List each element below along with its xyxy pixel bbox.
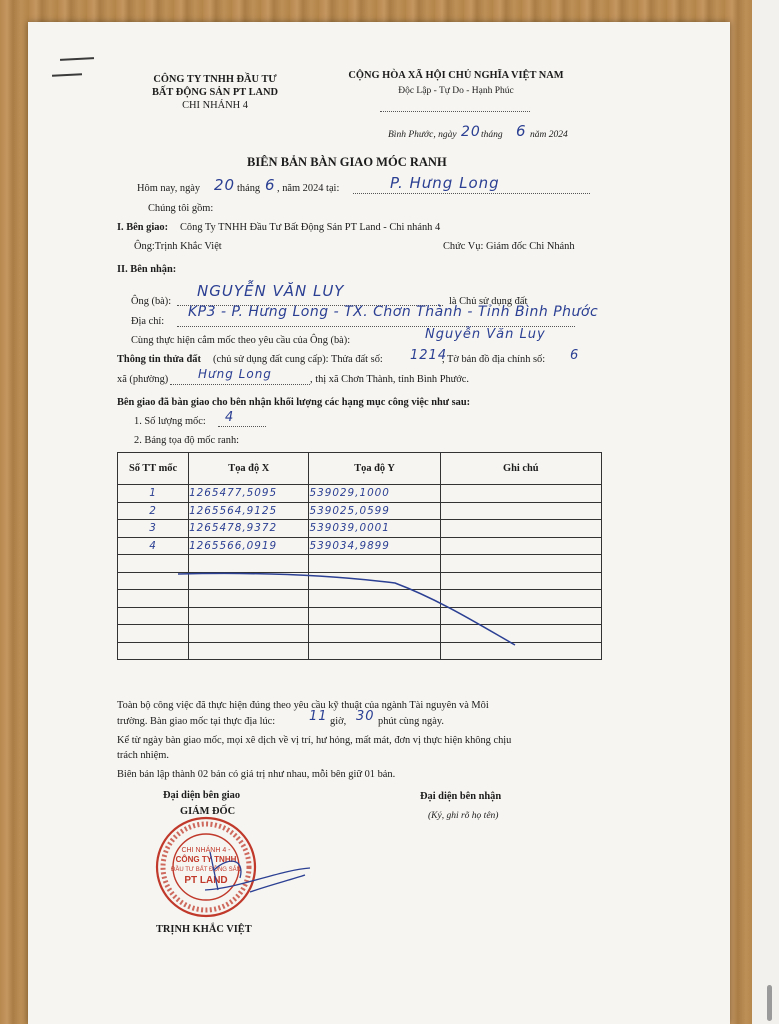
- giver-sign-name: TRỊNH KHẮC VIỆT: [156, 924, 252, 935]
- intro-month: 6: [265, 176, 276, 194]
- giver-label: I. Bên giao:: [117, 222, 169, 233]
- receiver-name: NGUYỄN VĂN LUY: [197, 282, 345, 300]
- giver-person: Ông:Trịnh Khắc Việt: [134, 241, 222, 252]
- row-stt: 2: [118, 502, 189, 520]
- giver-signature: [170, 830, 330, 920]
- company-branch: CHI NHÁNH 4: [182, 100, 248, 111]
- giver-sign-title: Đại diện bên giao: [163, 790, 241, 801]
- header-y: Tọa độ Y: [309, 453, 440, 485]
- stamp-line3: ĐẦU TƯ BẤT ĐỘNG SẢN: [171, 867, 241, 873]
- intro-month-label: tháng: [237, 183, 261, 194]
- giver-company: Công Ty TNHH Đầu Tư Bất Động Sản PT Land - Chi nhánh 4: [180, 222, 441, 233]
- receiver-name-label: Ông (bà):: [131, 296, 172, 307]
- row-stt: 3: [118, 520, 189, 538]
- parcel-info-note: (chủ sử dụng đất cung cấp): Thửa đất số:: [213, 354, 383, 365]
- date-month: 6: [516, 122, 527, 140]
- handover-table-label: 2. Bảng tọa độ mốc ranh:: [134, 435, 240, 446]
- stamp-line1: CHI NHÁNH 4 -: [181, 847, 231, 854]
- receiver-sign-note: (Ký, ghi rõ họ tên): [428, 811, 499, 821]
- handover-count: 4: [225, 410, 235, 425]
- closing-p2-line1: Kể từ ngày bàn giao mốc, mọi xê dịch về vị trí, hư hỏng, mất mát, đơn vị thực hiện không chịu: [117, 735, 512, 746]
- date-year: năm 2024: [530, 130, 568, 140]
- receiver-together-label: Cùng thực hiện cắm mốc theo yêu cầu của Ông (bà):: [131, 335, 351, 346]
- handover-count-label: 1. Số lượng mốc:: [134, 416, 206, 427]
- row-stt: 1: [118, 485, 189, 503]
- nation-motto: Độc Lập - Tự Do - Hạnh Phúc: [398, 86, 514, 96]
- handover-heading: Bên giao đã bàn giao cho bên nhận khối lượng các hạng mục công việc như sau:: [117, 397, 471, 408]
- giver-position: Chức Vụ: Giám đốc Chi Nhánh: [443, 241, 575, 252]
- parcel-number: 1214: [410, 348, 448, 363]
- closing-p2-line2: trách nhiệm.: [117, 750, 169, 761]
- strike-line: [178, 573, 515, 645]
- row-y: 539029,1000: [309, 485, 440, 503]
- date-month-label: tháng: [481, 130, 503, 140]
- row-x: 1265566,0919: [189, 537, 309, 555]
- row-stt: 4: [118, 537, 189, 555]
- intro-place: P. Hưng Long: [390, 174, 500, 192]
- row-y: 539025,0599: [309, 502, 440, 520]
- closing-minute-label: phút cùng ngày.: [378, 716, 444, 727]
- intro-prefix: Hôm nay, ngày: [137, 183, 201, 194]
- stamp-line4: PT LAND: [184, 875, 228, 886]
- receiver-address-label: Địa chỉ:: [131, 316, 165, 327]
- header-note: Ghi chú: [440, 453, 601, 485]
- date-prefix: Bình Phước, ngày: [388, 130, 457, 140]
- stamp-line2: CÔNG TY TNHH: [175, 855, 237, 864]
- receiver-together-value: Nguyễn Văn Luy: [425, 327, 546, 342]
- header-stt: Số TT mốc: [118, 453, 189, 485]
- intro-day: 20: [214, 176, 236, 194]
- row-x: 1265477,5095: [189, 485, 309, 503]
- parcel-map-number: 6: [570, 348, 580, 363]
- row-x: 1265564,9125: [189, 502, 309, 520]
- closing-p1-line1: Toàn bộ công việc đã thực hiện đúng theo yêu cầu kỹ thuật của ngành Tài nguyên và Môi: [117, 700, 489, 711]
- parcel-info-label: Thông tin thửa đất: [117, 354, 201, 365]
- closing-p1-line2: trường. Bàn giao mốc tại thực địa lúc:: [117, 716, 276, 727]
- receiver-label: II. Bên nhận:: [117, 264, 177, 275]
- closing-minute: 30: [356, 709, 375, 724]
- parcel-ward-suffix: , thị xã Chơn Thành, tỉnh Bình Phước.: [310, 374, 470, 385]
- closing-hour: 11: [309, 709, 328, 724]
- receiver-address: KP3 - P. Hưng Long - TX. Chơn Thành - Tỉnh Bình Phước: [188, 304, 599, 320]
- nation-title: CỘNG HÒA XÃ HỘI CHỦ NGHĨA VIỆT NAM: [348, 70, 564, 81]
- row-y: 539039,0001: [309, 520, 440, 538]
- closing-hour-label: giờ,: [330, 716, 347, 727]
- closing-p3: Biên bản lập thành 02 bản có giá trị như nhau, mỗi bên giữ 01 bản.: [117, 769, 396, 780]
- intro-year: , năm 2024 tại:: [277, 183, 340, 194]
- receiver-owner-label: là Chủ sử dụng đất: [449, 296, 528, 307]
- we-include: Chúng tôi gồm:: [148, 203, 214, 214]
- row-y: 539034,9899: [309, 537, 440, 555]
- parcel-ward-label: xã (phường): [117, 374, 169, 385]
- parcel-map-label: , Tờ bản đồ địa chính số:: [442, 354, 546, 365]
- parcel-ward: Hưng Long: [198, 367, 272, 381]
- receiver-sign-title: Đại diện bên nhận: [420, 791, 502, 802]
- company-name-line2: BẤT ĐỘNG SẢN PT LAND: [151, 87, 279, 98]
- document-title: BIÊN BẢN BÀN GIAO MÓC RANH: [247, 155, 447, 169]
- date-day: 20: [461, 124, 481, 140]
- company-name-line1: CÔNG TY TNHH ĐẦU TƯ: [153, 74, 277, 85]
- header-x: Tọa độ X: [189, 453, 309, 485]
- giver-sign-role: GIÁM ĐỐC: [180, 806, 236, 817]
- row-x: 1265478,9372: [189, 520, 309, 538]
